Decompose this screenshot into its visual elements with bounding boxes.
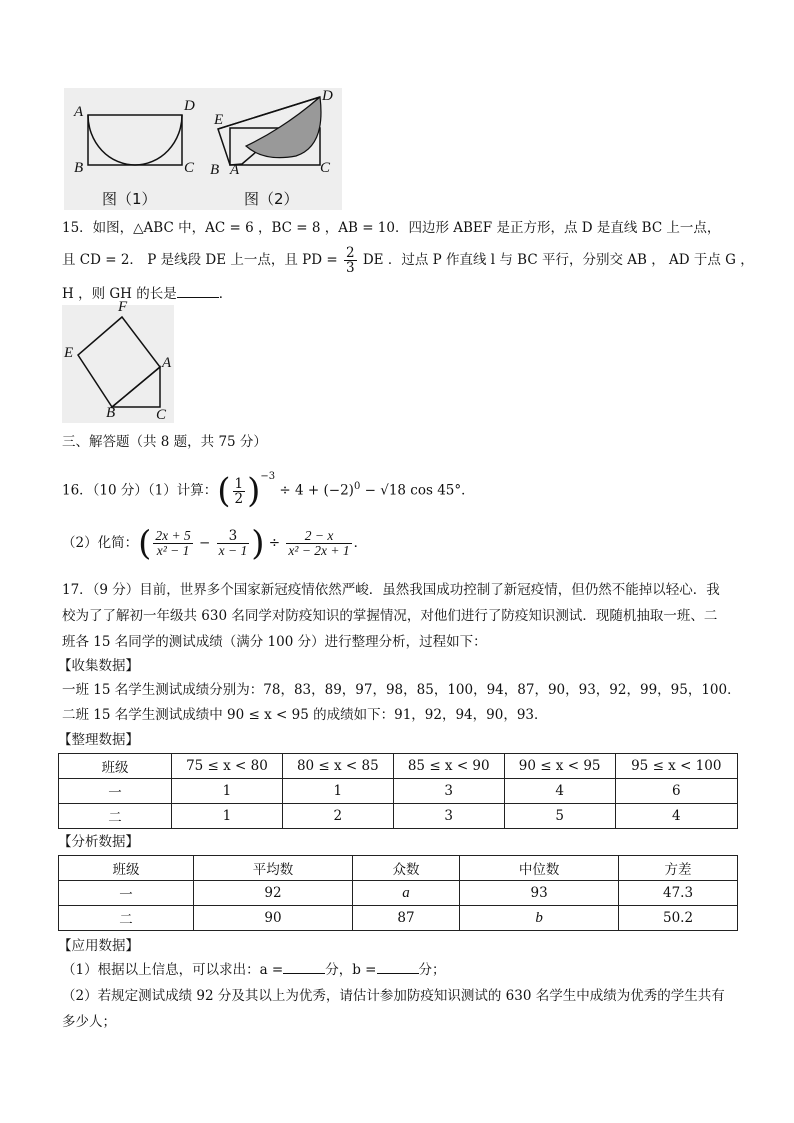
figure-1-2-panel [64, 88, 342, 210]
q15-figure [62, 299, 174, 423]
table2-header-0: 班级 [59, 856, 194, 881]
q15-line-3-text: H ，则 GH 的长是 [62, 286, 177, 302]
table2-cell: 一 [59, 881, 194, 906]
q15-point-A: A [162, 355, 172, 371]
q16-f2-num: 3 [217, 529, 250, 544]
q16-part-2 [62, 522, 367, 564]
q15-line-2a: 且 CD = 2． P 是线段 DE 上一点，且 PD = [62, 252, 338, 268]
q16-half-den: 2 [234, 490, 244, 507]
q17-intro-1: 17．（9 分）目前，世界多个国家新冠疫情依然严峻．虽然我国成功控制了新冠疫情，但仍然不能掉以轻心．我 [62, 582, 720, 598]
q17-collect-title: 【收集数据】 [58, 658, 139, 674]
table1-cell: 4 [615, 804, 737, 829]
q16-part-1-prefix: 16．（10 分）（1）计算： [62, 482, 218, 499]
figure-1-caption: 图（1） [102, 190, 157, 208]
table-row [59, 804, 738, 829]
q15-point-C: C [156, 407, 167, 423]
q15-line-2b: DE ．过点 P 作直线 l 与 BC 平行，分别交 AB ， AD 于点 G ， [362, 252, 754, 268]
q17-apply-1b: 分，b = [325, 962, 377, 978]
q16-part-1-tail: − √18 cos 45°． [360, 482, 475, 499]
fig2-point-E: E [214, 112, 224, 128]
q16-tail: ． [353, 535, 368, 551]
q17-organize-table [58, 753, 738, 829]
table-row [59, 906, 738, 931]
q17-analyze-title: 【分析数据】 [58, 834, 139, 850]
table2-cell: 90 [194, 906, 353, 931]
q15-point-E: E [64, 345, 74, 361]
q16-part-1 [62, 470, 475, 511]
table2-cell: 二 [59, 906, 194, 931]
q16-f3-num: 2 − x [286, 529, 351, 544]
q15-line-1: 15．如图，△ABC 中，AC = 6 ，BC = 8 ，AB = 10．四边形 ABEF 是正方形，点 D 是直线 BC 上一点， [62, 220, 721, 236]
q16-half-num: 1 [234, 475, 244, 492]
table1-cell: 6 [615, 779, 737, 804]
table2-cell: 50.2 [619, 906, 738, 931]
q17-blank-b[interactable] [377, 961, 419, 974]
q17-intro-3: 班各 15 名同学的测试成绩（满分 100 分）进行整理分析，过程如下： [62, 634, 487, 650]
table-header-row [59, 856, 738, 881]
table-row [59, 779, 738, 804]
q17-analyze-table [58, 855, 738, 931]
fig2-point-C: C [320, 160, 331, 176]
table1-cell: 1 [172, 804, 283, 829]
section-3-title: 三、解答题（共 8 题，共 75 分） [62, 434, 267, 450]
q16-p2-left-paren: ( [138, 523, 152, 564]
q16-div: ÷ [268, 535, 281, 551]
table2-header-3: 中位数 [460, 856, 619, 881]
q15-figure-drawing [62, 305, 174, 423]
q15-point-F: F [118, 299, 128, 315]
q15-line-3-end: ． [218, 286, 233, 302]
q17-apply-1c: 分； [418, 962, 446, 978]
table2-cell: 87 [352, 906, 459, 931]
q15-answer-blank[interactable] [177, 285, 219, 298]
q16-left-paren: ( [217, 471, 231, 511]
q17-intro-2: 校为了了解初一年级共 630 名同学对防疫知识的掌握情况，对他们进行了防疫知识测试．现随机抽取一班、二 [62, 608, 718, 624]
q17-collect-2: 二班 15 名学生测试成绩中 90 ≤ x < 95 的成绩如下：91，92，94，90，93． [62, 707, 548, 723]
table1-cell: 3 [393, 779, 504, 804]
q15-fraction [344, 246, 357, 275]
table2-cell: b [460, 906, 619, 931]
table1-header-1: 75 ≤ x < 80 [172, 754, 283, 779]
table-header-row [59, 754, 738, 779]
fig1-point-C: C [184, 160, 195, 176]
q16-fraction-2 [217, 529, 250, 558]
table1-cell: 5 [504, 804, 615, 829]
q16-f1-den: x² − 1 [156, 543, 190, 558]
table1-cell: 4 [504, 779, 615, 804]
q16-exponent: −3 [260, 471, 276, 482]
table2-cell: a [352, 881, 459, 906]
q16-exponent-0: 0 [353, 481, 361, 492]
q16-f3-den: x² − 2x + 1 [288, 543, 350, 558]
fig1-point-A: A [74, 104, 84, 120]
table1-cell: 1 [282, 779, 393, 804]
fig2-point-B: B [210, 162, 220, 178]
table2-header-1: 平均数 [194, 856, 353, 881]
q15-point-B: B [106, 405, 116, 421]
q15-line-2 [62, 246, 754, 275]
table1-header-2: 80 ≤ x < 85 [282, 754, 393, 779]
q15-fraction-den: 3 [345, 260, 355, 276]
fig2-point-A: A [230, 162, 240, 178]
table1-header-4: 90 ≤ x < 95 [504, 754, 615, 779]
q17-apply-2-line-2: 多少人； [62, 1014, 116, 1030]
q15-fraction-num: 2 [345, 245, 355, 261]
table2-header-2: 众数 [352, 856, 459, 881]
q15-line-3 [62, 284, 232, 304]
q17-apply-1 [62, 960, 446, 980]
q16-f1-num: 2x + 5 [155, 528, 191, 543]
fig1-point-B: B [74, 160, 84, 176]
table2-header-4: 方差 [619, 856, 738, 881]
q16-part-1-rest: ÷ 4 + (−2) [279, 482, 354, 499]
q16-half-fraction [233, 477, 246, 506]
q16-fraction-1 [153, 529, 192, 558]
table1-cell: 1 [172, 779, 283, 804]
table1-header-5: 95 ≤ x < 100 [615, 754, 737, 779]
table1-cell: 二 [59, 804, 172, 829]
q17-organize-title: 【整理数据】 [58, 732, 139, 748]
q17-blank-a[interactable] [283, 961, 325, 974]
figure-2-caption: 图（2） [244, 190, 299, 208]
q16-fraction-3 [286, 529, 351, 558]
q17-collect-1: 一班 15 名学生测试成绩分别为：78，83，89，97，98，85，100，94，87，90，93，92，99，95，100． [62, 682, 741, 698]
fig1-point-D: D [184, 98, 195, 114]
table2-cell: 92 [194, 881, 353, 906]
q16-right-paren: ) [247, 471, 261, 511]
fig2-point-D: D [322, 88, 333, 104]
q17-apply-1a: （1）根据以上信息，可以求出：a = [62, 962, 284, 978]
table1-cell: 一 [59, 779, 172, 804]
q17-apply-title: 【应用数据】 [58, 938, 139, 954]
table1-header-0: 班级 [59, 754, 172, 779]
table1-header-3: 85 ≤ x < 90 [393, 754, 504, 779]
q16-f2-den: x − 1 [218, 543, 248, 558]
q17-apply-2-line-1: （2）若规定测试成绩 92 分及其以上为优秀，请估计参加防疫知识测试的 630 名学生中成绩为优秀的学生共有 [62, 988, 725, 1004]
table2-cell: 47.3 [619, 881, 738, 906]
q16-part-2-prefix: （2）化简： [62, 535, 139, 551]
table1-cell: 2 [282, 804, 393, 829]
table-row [59, 881, 738, 906]
q16-p2-right-paren: ) [251, 523, 265, 564]
table2-cell: 93 [460, 881, 619, 906]
table1-cell: 3 [393, 804, 504, 829]
q16-minus: − [199, 535, 211, 551]
